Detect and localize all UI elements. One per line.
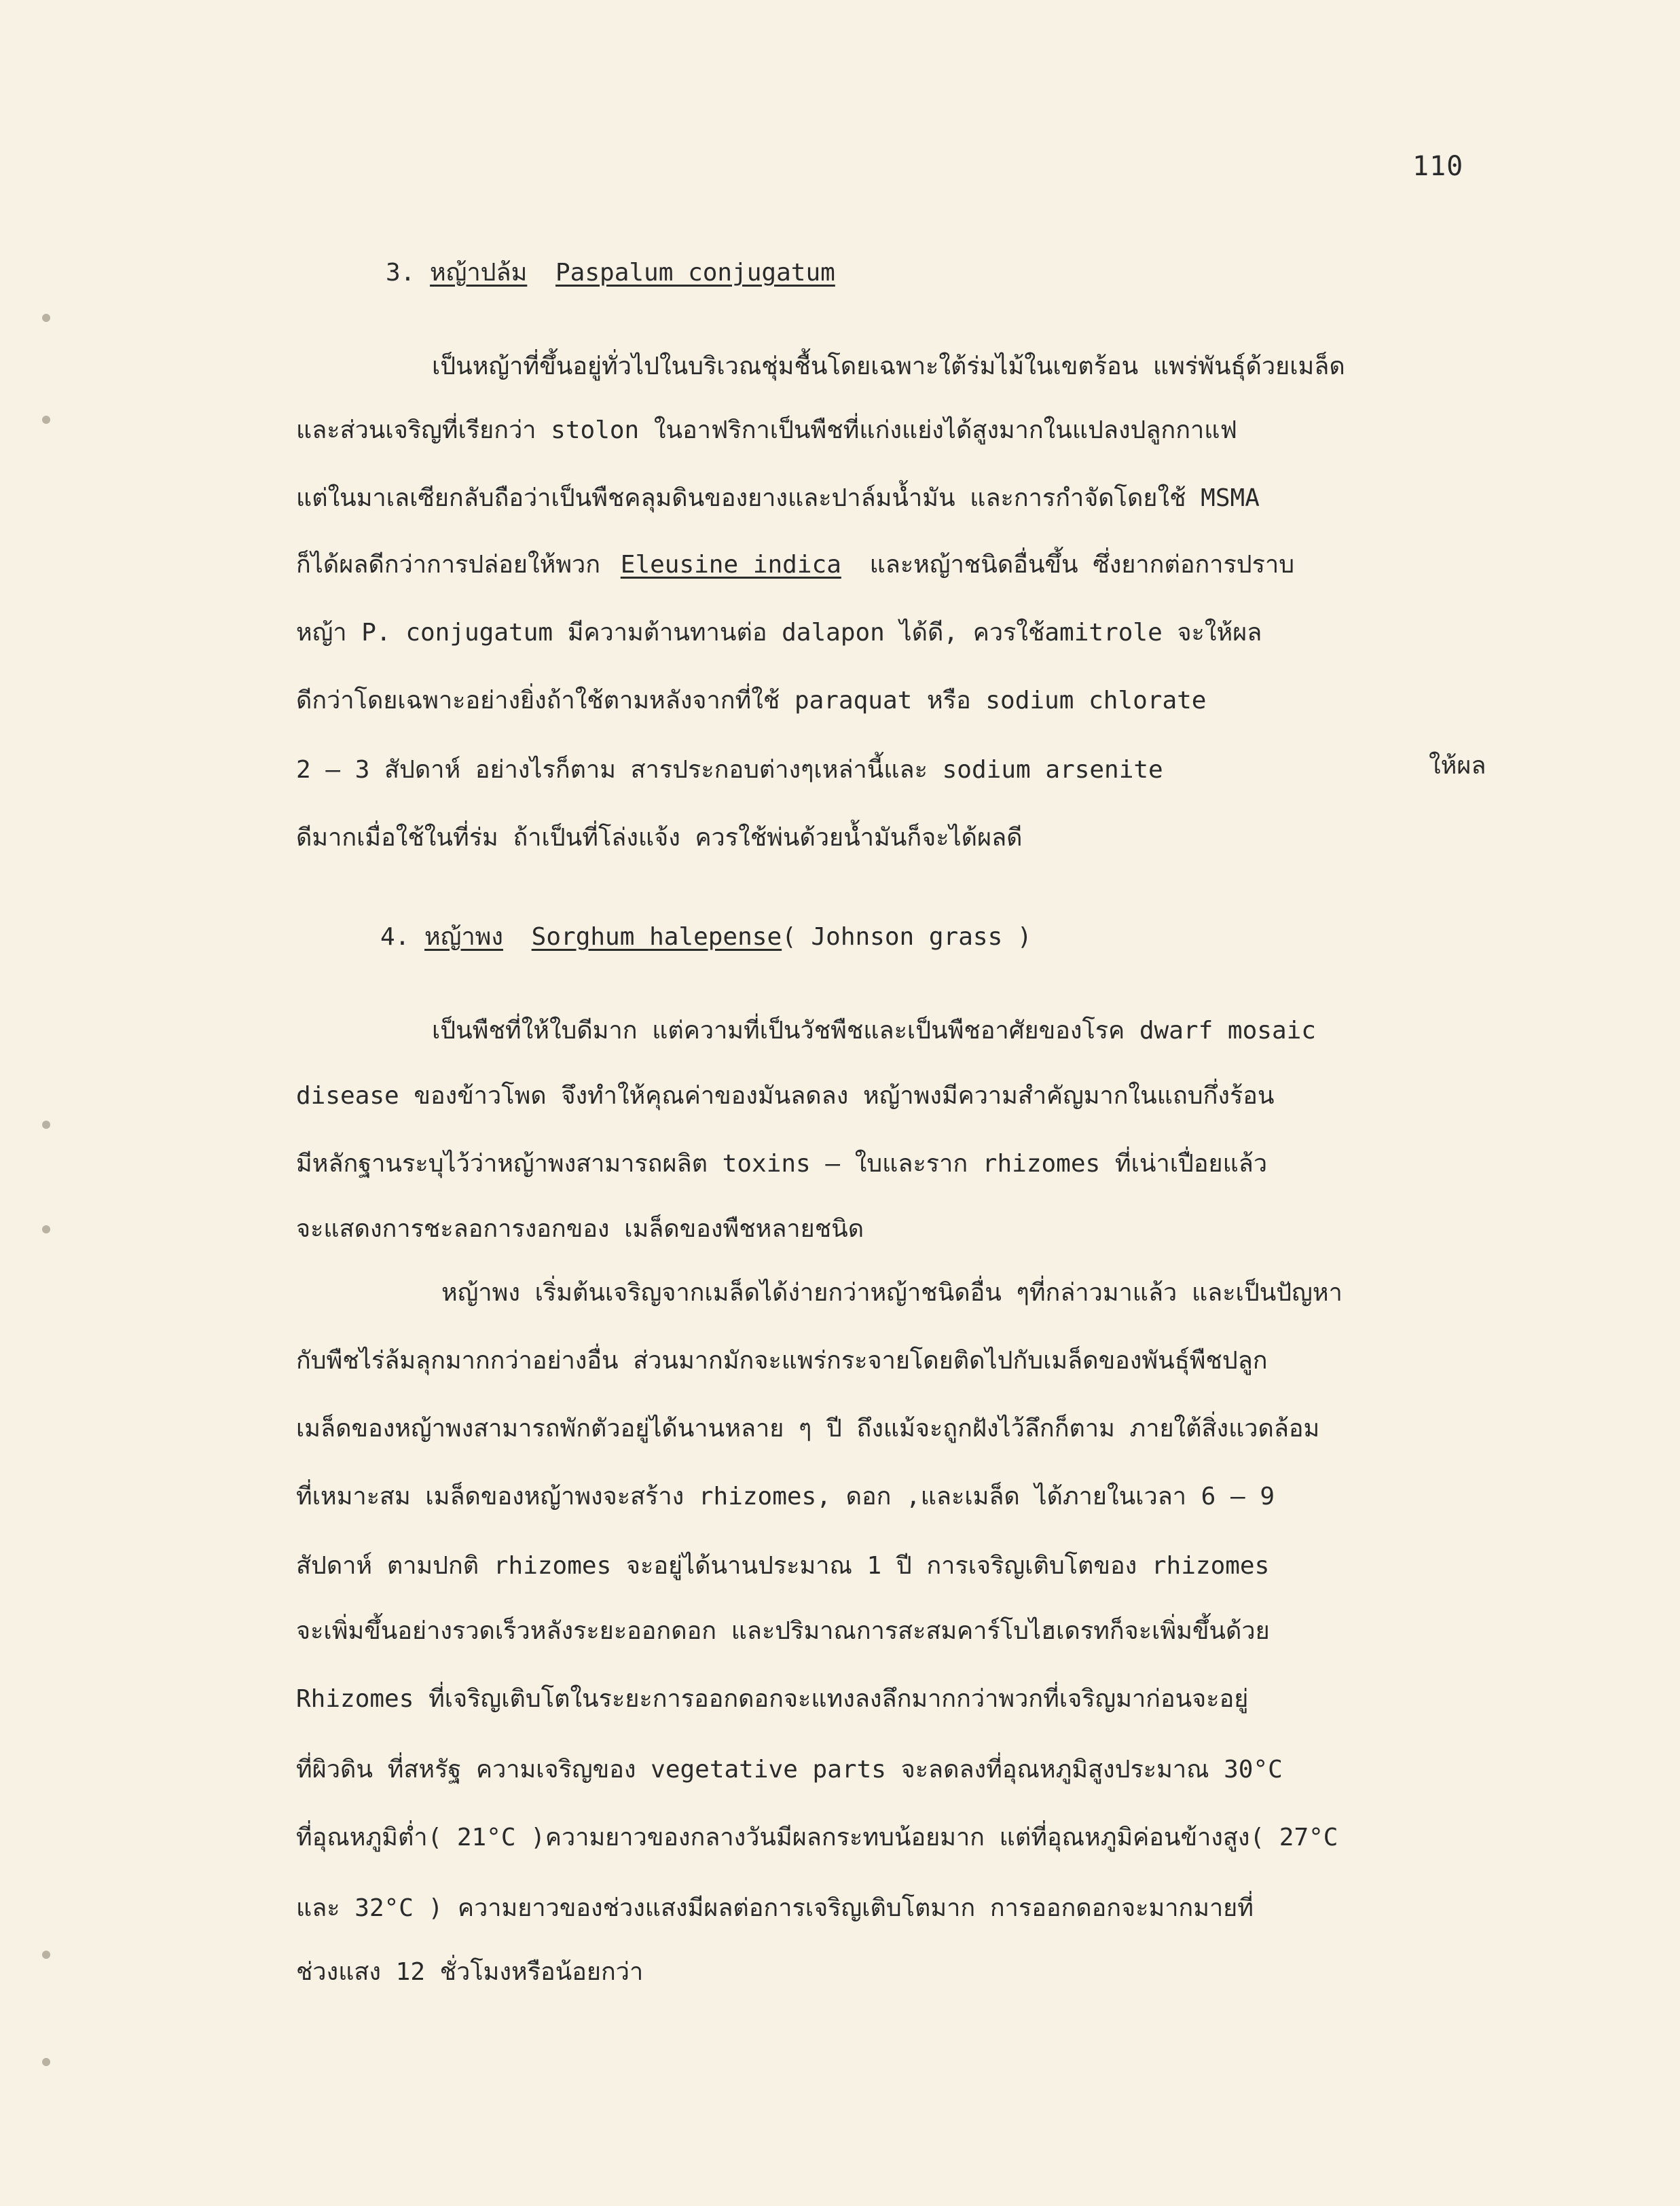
section-3-heading <box>386 257 835 289</box>
section-4-number: 4. <box>380 923 410 951</box>
paragraph-line: จะเพิ่มขึ้นอย่างรวดเร็วหลังระยะออกดอก และปริมาณการสะสมคาร์โบไฮเดรทก็จะเพิ่มขึ้นด้วย <box>296 1617 1270 1645</box>
paragraph-line: เมล็ดของหญ้าพงสามารถพักตัวอยู่ได้นานหลาย ๆ ปี ถึงแม้จะถูกฝังไว้ลึกก็ตาม ภายใต้สิ่งแวดล้อม <box>296 1415 1320 1443</box>
paragraph-line: จะแสดงการชะลอการงอกของ เมล็ดของพืชหลายชนิด <box>296 1215 864 1243</box>
paragraph-line: หญ้าพง เริ่มต้นเจริญจากเมล็ดได้ง่ายกว่าหญ้าชนิดอื่น ๆที่กล่าวมาแล้ว และเป็นปัญหา <box>441 1279 1343 1307</box>
paragraph-line: เป็นหญ้าที่ขึ้นอยู่ทั่วไปในบริเวณชุ่มชื้นโดยเฉพาะใต้ร่มไม้ในเขตร้อน แพร่พันธุ์ด้วยเมล็ด <box>432 352 1345 380</box>
paragraph-line: แต่ในมาเลเซียกลับถือว่าเป็นพืชคลุมดินของยางและปาล์มน้ำมัน และการกำจัดโดยใช้ MSMA <box>296 484 1260 512</box>
section-4-sci-name: Sorghum halepense <box>531 923 782 951</box>
paragraph-text: และหญ้าชนิดอื่นขึ้น ซึ่งยากต่อการปราบ <box>869 551 1295 579</box>
section-3-number: 3. <box>386 259 416 287</box>
paragraph-line <box>296 549 1294 581</box>
paragraph-line: 2 – 3 สัปดาห์ อย่างไรก็ตาม สารประกอบต่างๆเหล่านี้และ sodium arsenite <box>296 756 1163 784</box>
section-3-thai-name: หญ้าปล้ม <box>430 259 528 287</box>
paragraph-line: ที่ผิวดิน ที่สหรัฐ ความเจริญของ vegetative parts จะลดลงที่อุณหภูมิสูงประมาณ 30°C <box>296 1756 1283 1784</box>
paragraph-line: เป็นพืชที่ให้ใบดีมาก แต่ความที่เป็นวัชพืชและเป็นพืชอาศัยของโรค dwarf mosaic <box>432 1017 1316 1045</box>
punch-hole <box>42 416 50 424</box>
paragraph-line: ดีกว่าโดยเฉพาะอย่างยิ่งถ้าใช้ตามหลังจากที่ใช้ paraquat หรือ sodium chlorate <box>296 687 1207 715</box>
punch-hole <box>42 1951 50 1959</box>
section-4-thai-name: หญ้าพง <box>424 923 503 951</box>
paragraph-line: ช่วงแสง 12 ชั่วโมงหรือน้อยกว่า <box>296 1958 644 1986</box>
punch-hole <box>42 1121 50 1129</box>
section-4-common-name: ( Johnson grass ) <box>782 923 1032 951</box>
section-4-heading <box>380 921 1032 954</box>
paragraph-line: ที่เหมาะสม เมล็ดของหญ้าพงจะสร้าง rhizomes, ดอก ,และเมล็ด ได้ภายในเวลา 6 – 9 <box>296 1483 1275 1511</box>
paragraph-text: ก็ได้ผลดีกว่าการปล่อยให้พวก <box>296 551 601 579</box>
paragraph-line: ให้ผล <box>1429 752 1486 780</box>
punch-hole <box>42 314 50 322</box>
paragraph-line: มีหลักฐานระบุไว้ว่าหญ้าพงสามารถผลิต toxins – ใบและราก rhizomes ที่เน่าเปื่อยแล้ว <box>296 1150 1268 1178</box>
punch-hole <box>42 1225 50 1233</box>
inline-sci-name: Eleusine indica <box>620 551 841 579</box>
paragraph-line: หญ้า P. conjugatum มีความต้านทานต่อ dalapon ได้ดี, ควรใช้amitrole จะให้ผล <box>296 619 1262 647</box>
paragraph-line: กับพืชไร่ล้มลุกมากกว่าอย่างอื่น ส่วนมากมักจะแพร่กระจายโดยติดไปกับเมล็ดของพันธุ์พืชปลูก <box>296 1347 1268 1375</box>
page-number: 110 <box>1412 151 1464 182</box>
paragraph-line: และส่วนเจริญที่เรียกว่า stolon ในอาฟริกาเป็นพืชที่แก่งแย่งได้สูงมากในแปลงปลูกกาแฟ <box>296 416 1237 444</box>
paragraph-line: และ 32°C ) ความยาวของช่วงแสงมีผลต่อการเจริญเติบโตมาก การออกดอกจะมากมายที่ <box>296 1894 1254 1922</box>
paragraph-line: Rhizomes ที่เจริญเติบโตในระยะการออกดอกจะแทงลงลึกมากกว่าพวกที่เจริญมาก่อนจะอยู่ <box>296 1685 1249 1713</box>
paragraph-line: สัปดาห์ ตามปกติ rhizomes จะอยู่ได้นานประมาณ 1 ปี การเจริญเติบโตของ rhizomes <box>296 1552 1270 1580</box>
punch-hole <box>42 2058 50 2066</box>
section-3-sci-name: Paspalum conjugatum <box>555 259 835 287</box>
paragraph-line: disease ของข้าวโพด จึงทำให้คุณค่าของมันลดลง หญ้าพงมีความสำคัญมากในแถบกึ่งร้อน <box>296 1082 1275 1110</box>
paragraph-line: ที่อุณหภูมิต่ำ( 21°C )ความยาวของกลางวันมีผลกระทบน้อยมาก แต่ที่อุณหภูมิค่อนข้างสูง( 27°C <box>296 1824 1338 1851</box>
paragraph-line: ดีมากเมื่อใช้ในที่ร่ม ถ้าเป็นที่โล่งแจ้ง ควรใช้พ่นด้วยน้ำมันก็จะได้ผลดี <box>296 824 1023 852</box>
